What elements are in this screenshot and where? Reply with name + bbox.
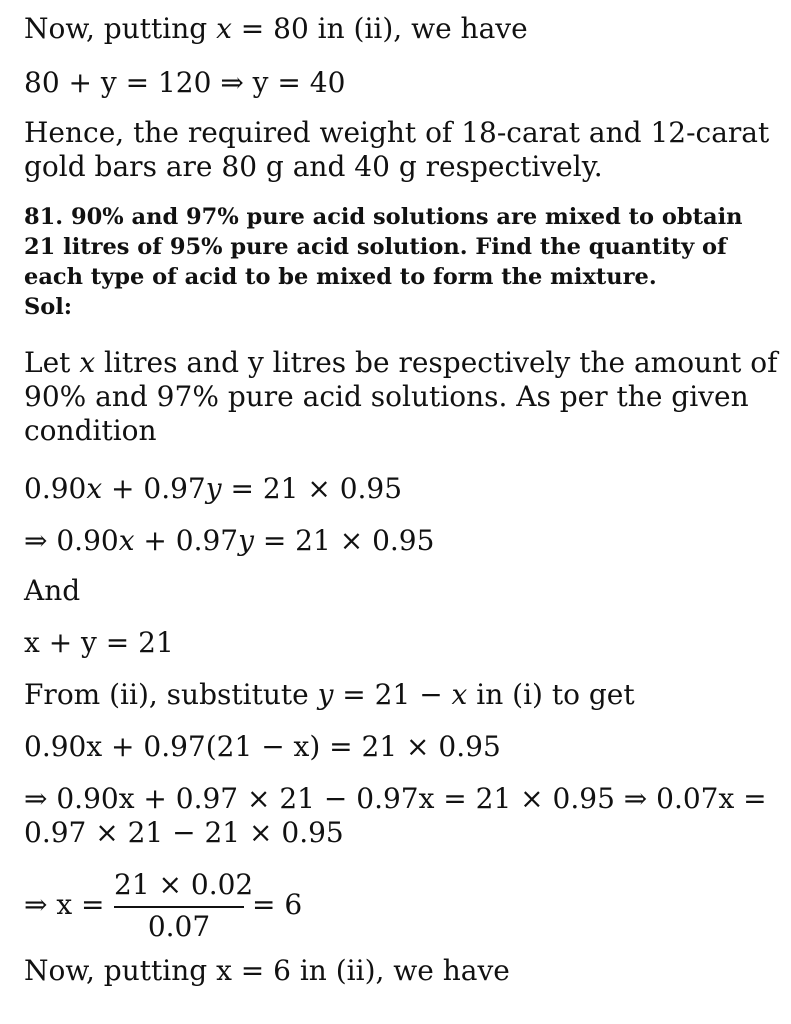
paragraph-line: gold bars are 80 g and 40 g respectively. xyxy=(24,150,603,183)
text-putting-x-6: Now, putting x = 6 in (ii), we have xyxy=(24,954,510,987)
paragraph-line: condition xyxy=(24,414,157,447)
paragraph-line: 90% and 97% pure acid solutions. As per the given xyxy=(24,380,749,413)
paragraph-hence xyxy=(24,116,769,184)
equation-line: ⇒ 0.90x + 0.97 × 21 − 0.97x = 21 × 0.95 ⇒ 0.07x = xyxy=(24,782,767,815)
question-line: each type of acid to be mixed to form the mixture. xyxy=(24,264,657,290)
equation-expanded xyxy=(24,782,767,850)
paragraph-let xyxy=(24,346,778,448)
question-81 xyxy=(24,202,742,322)
fraction-denominator: 0.07 xyxy=(147,910,211,943)
text-putting-x-80: Now, putting 𝑥 = 80 in (ii), we have xyxy=(24,12,528,45)
fraction-result: = 6 xyxy=(252,888,303,921)
fraction-numerator: 21 × 0.02 xyxy=(114,868,254,901)
text-and: And xyxy=(24,574,81,607)
fraction-bar xyxy=(114,906,244,908)
paragraph-line: Hence, the required weight of 18-carat and 12-carat xyxy=(24,116,770,149)
fraction-lead: ⇒ x = xyxy=(24,888,105,921)
equation-y-40: 80 + y = 120 ⇒ y = 40 xyxy=(24,66,346,99)
equation-1: 0.90𝑥 + 0.97𝑦 = 21 × 0.95 xyxy=(24,472,403,505)
text-substitute: From (ii), substitute 𝑦 = 21 − 𝑥 in (i) to get xyxy=(24,678,635,711)
equation-substituted: 0.90x + 0.97(21 − x) = 21 × 0.95 xyxy=(24,730,501,763)
question-line: 81. 90% and 97% pure acid solutions are mixed to obtain xyxy=(24,204,743,230)
equation-2: x + y = 21 xyxy=(24,626,174,659)
sol-label: Sol: xyxy=(24,294,73,320)
paragraph-line: Let 𝑥 litres and y litres be respectively the amount of xyxy=(24,346,778,379)
equation-line: 0.97 × 21 − 21 × 0.95 xyxy=(24,816,344,849)
equation-1-implied: ⇒ 0.90𝑥 + 0.97𝑦 = 21 × 0.95 xyxy=(24,524,435,557)
question-line: 21 litres of 95% pure acid solution. Find the quantity of xyxy=(24,234,727,260)
